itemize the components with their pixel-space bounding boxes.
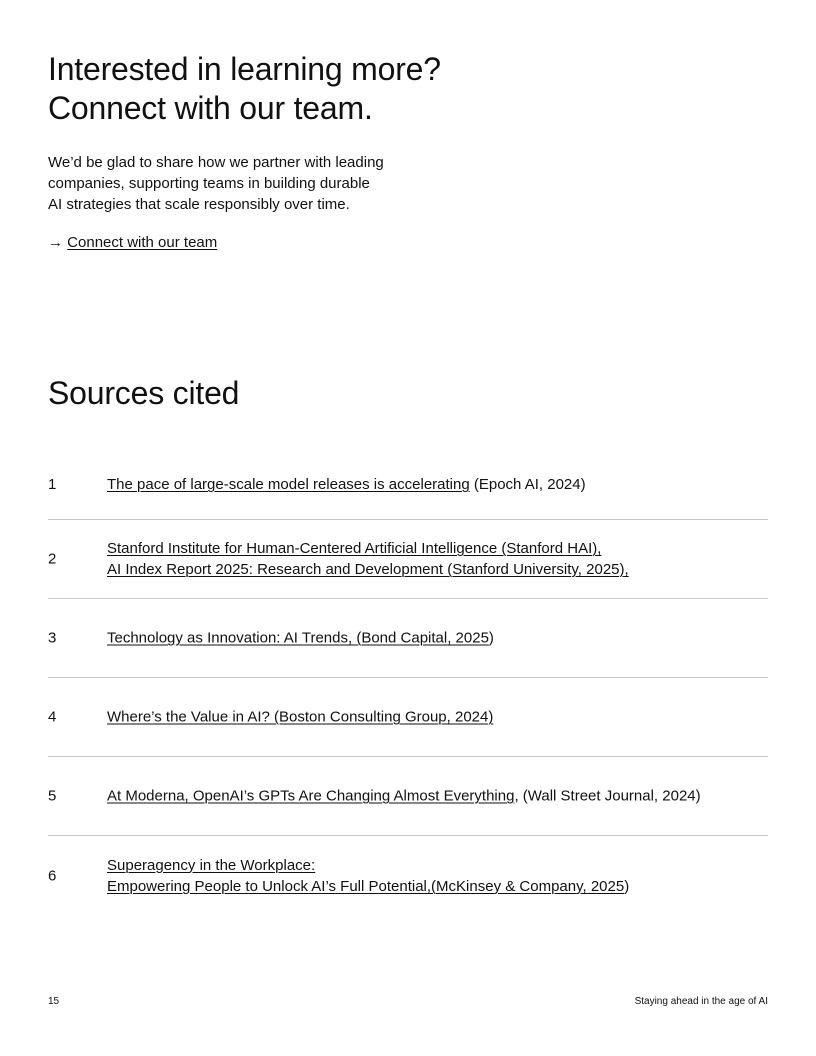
source-link[interactable]: Empowering People to Unlock AI’s Full Potential,(McKinsey & Company, 2025 <box>107 877 625 895</box>
headline-line-1: Interested in learning more? <box>48 51 441 87</box>
source-citation-text: (Epoch AI, 2024) <box>469 476 586 493</box>
connect-with-team-link[interactable]: Connect with our team <box>67 234 218 251</box>
page-headline <box>48 50 441 128</box>
source-number: 3 <box>48 629 57 647</box>
intro-paragraph <box>48 152 448 215</box>
source-citation-text: , (Wall Street Journal, 2024) <box>514 787 701 805</box>
source-link[interactable]: Superagency in the Workplace: <box>107 856 316 874</box>
source-item <box>48 520 768 599</box>
source-number: 6 <box>48 867 57 884</box>
connect-cta <box>48 233 217 253</box>
sources-heading: Sources cited <box>48 375 240 411</box>
source-citation <box>107 707 768 728</box>
source-citation-text: ) <box>488 629 494 647</box>
source-citation <box>107 538 768 580</box>
source-citation <box>107 855 768 897</box>
source-link[interactable]: Stanford Institute for Human-Centered Artificial Intelligence (Stanford HAI), <box>107 540 602 557</box>
source-number: 5 <box>48 787 57 805</box>
source-citation-text: ) <box>624 877 630 895</box>
document-title: Staying ahead in the age of AI <box>634 996 768 1007</box>
source-link[interactable]: Where’s the Value in AI? (Boston Consulting Group, 2024) <box>107 708 494 726</box>
sources-list <box>48 440 768 915</box>
source-link[interactable]: Technology as Innovation: AI Trends, (Bond Capital, 2025 <box>107 629 489 647</box>
source-item <box>48 757 768 836</box>
source-item <box>48 678 768 757</box>
intro-line-2: companies, supporting teams in building durable <box>48 175 370 192</box>
source-item <box>48 599 768 678</box>
source-item <box>48 440 768 520</box>
page-number: 15 <box>48 996 60 1007</box>
source-number: 1 <box>48 476 57 493</box>
intro-line-3: AI strategies that scale responsibly over time. <box>48 196 350 213</box>
arrow-right-icon: → <box>48 234 63 251</box>
source-citation <box>107 474 768 495</box>
intro-line-1: We’d be glad to share how we partner with leading <box>48 154 384 171</box>
source-number: 2 <box>48 550 57 568</box>
source-link[interactable]: AI Index Report 2025: Research and Development (Stanford University, 2025), <box>107 561 629 578</box>
source-citation <box>107 628 768 649</box>
source-link[interactable]: At Moderna, OpenAI’s GPTs Are Changing Almost Everything <box>107 787 515 805</box>
headline-line-2: Connect with our team. <box>48 90 373 126</box>
source-number: 4 <box>48 708 57 726</box>
source-item <box>48 836 768 915</box>
source-link[interactable]: The pace of large-scale model releases is accelerating <box>107 476 470 493</box>
source-citation <box>107 786 768 807</box>
